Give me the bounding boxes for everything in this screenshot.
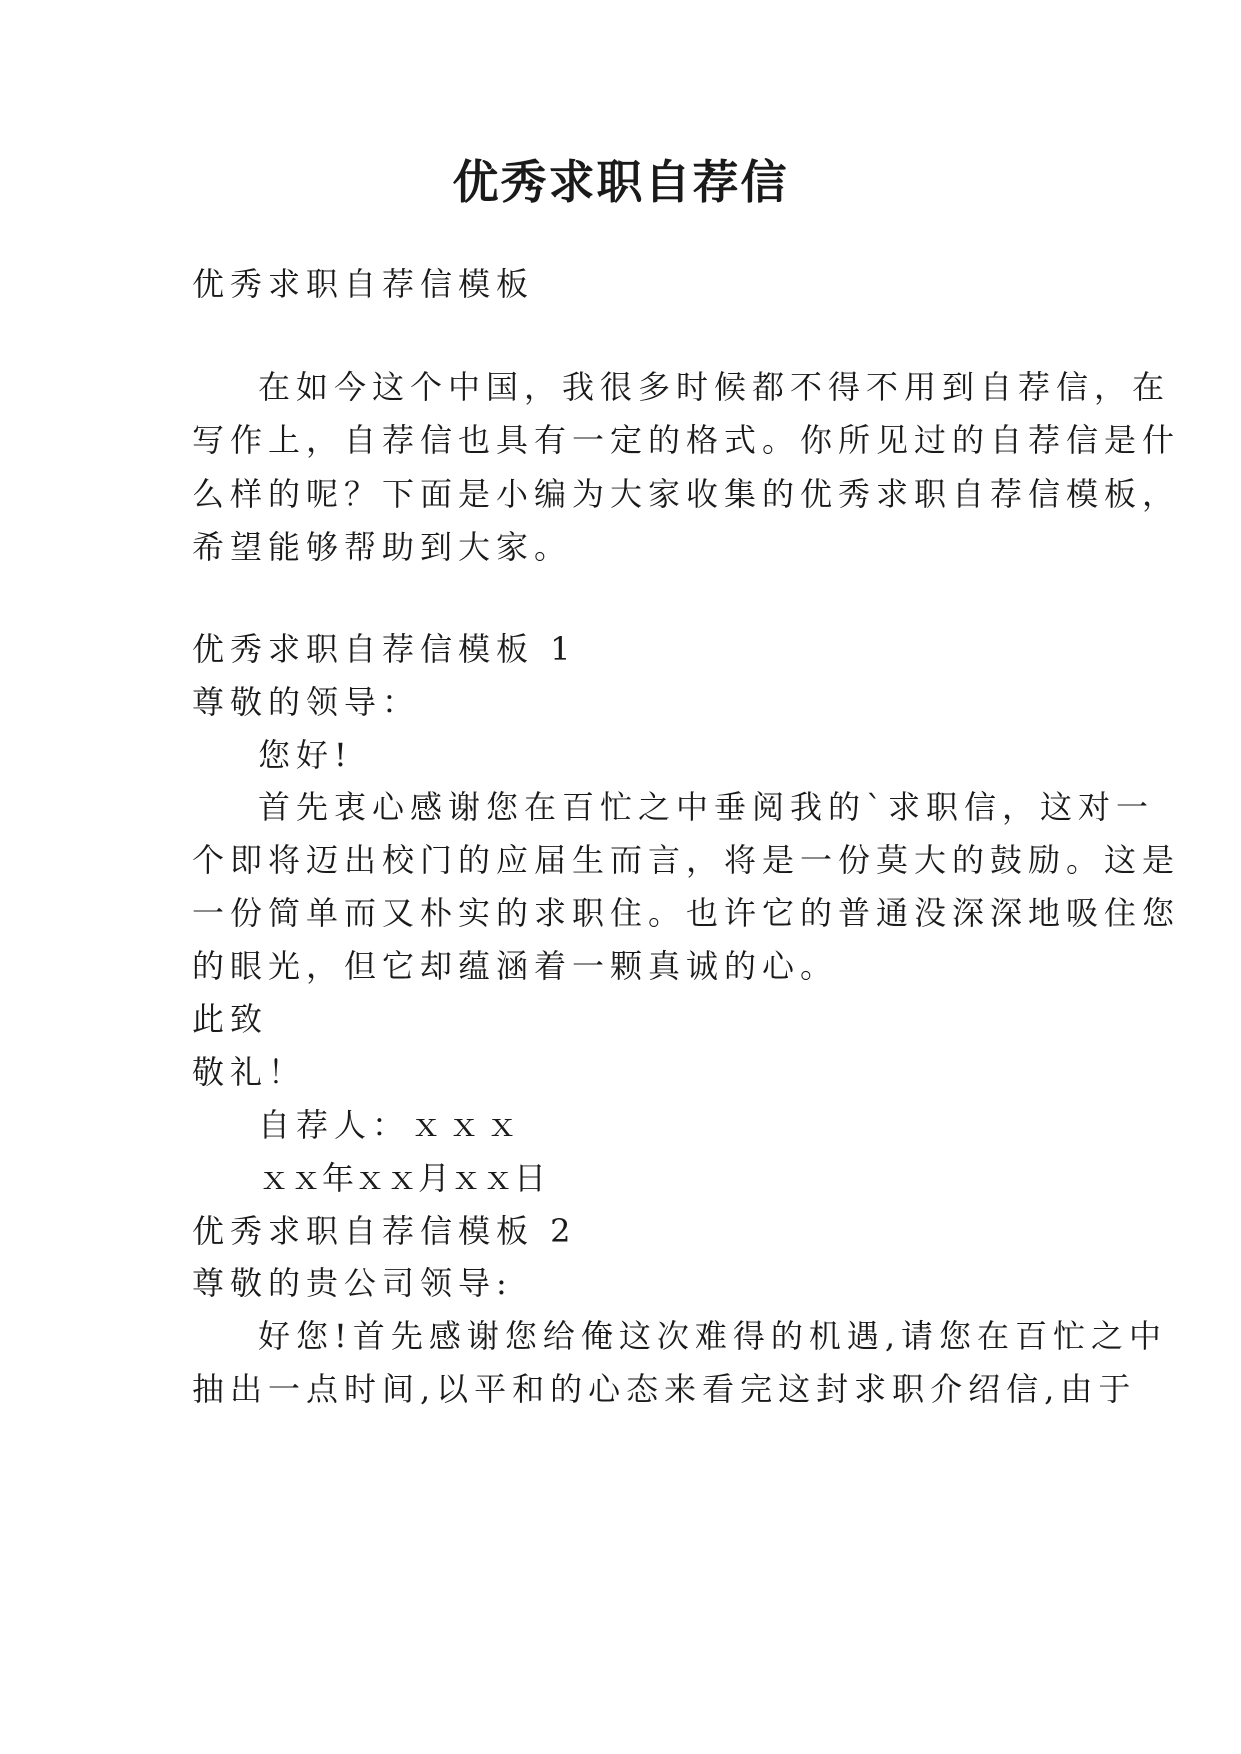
template1-body-line: 首先衷心感谢您在百忙之中垂阅我的`求职信，这对一 (258, 788, 1155, 826)
template2-body-line: 好您!首先感谢您给俺这次难得的机遇,请您在百忙之中 (258, 1317, 1168, 1355)
template2-salutation: 尊敬的贵公司领导: (192, 1264, 513, 1302)
template2-body-line: 抽出一点时间,以平和的心态来看完这封求职介绍信,由于 (192, 1370, 1137, 1408)
template1-closing: 此致 (192, 1000, 269, 1038)
template1-closing: 敬礼！ (192, 1053, 307, 1091)
template1-heading: 优秀求职自荐信模板 1 (192, 630, 577, 668)
template1-body-line: 个即将迈出校门的应届生而言，将是一份莫大的鼓励。这是 (192, 841, 1181, 879)
template1-body-line: 的眼光，但它却蕴涵着一颗真诚的心。 (192, 947, 839, 985)
template1-body-line: 一份简单而又朴实的求职住。也许它的普通没深深地吸住您 (192, 894, 1181, 932)
intro-line: 在如今这个中国，我很多时候都不得不用到自荐信，在 (258, 368, 1171, 406)
document-subtitle: 优秀求职自荐信模板 (192, 265, 535, 303)
template1-signature: 自荐人：ｘｘｘ (258, 1106, 525, 1144)
intro-line: 希望能够帮助到大家。 (192, 528, 573, 566)
template1-salutation: 尊敬的领导： (192, 683, 421, 721)
template1-greeting: 您好! (258, 736, 353, 774)
template2-heading: 优秀求职自荐信模板 2 (192, 1212, 577, 1250)
intro-line: 写作上，自荐信也具有一定的格式。你所见过的自荐信是什 (192, 421, 1181, 459)
document-title: 优秀求职自荐信 (452, 155, 789, 209)
template1-date: ｘｘ年ｘｘ月ｘｘ日 (258, 1159, 547, 1197)
intro-line: 么样的呢？下面是小编为大家收集的优秀求职自荐信模板， (192, 475, 1181, 513)
